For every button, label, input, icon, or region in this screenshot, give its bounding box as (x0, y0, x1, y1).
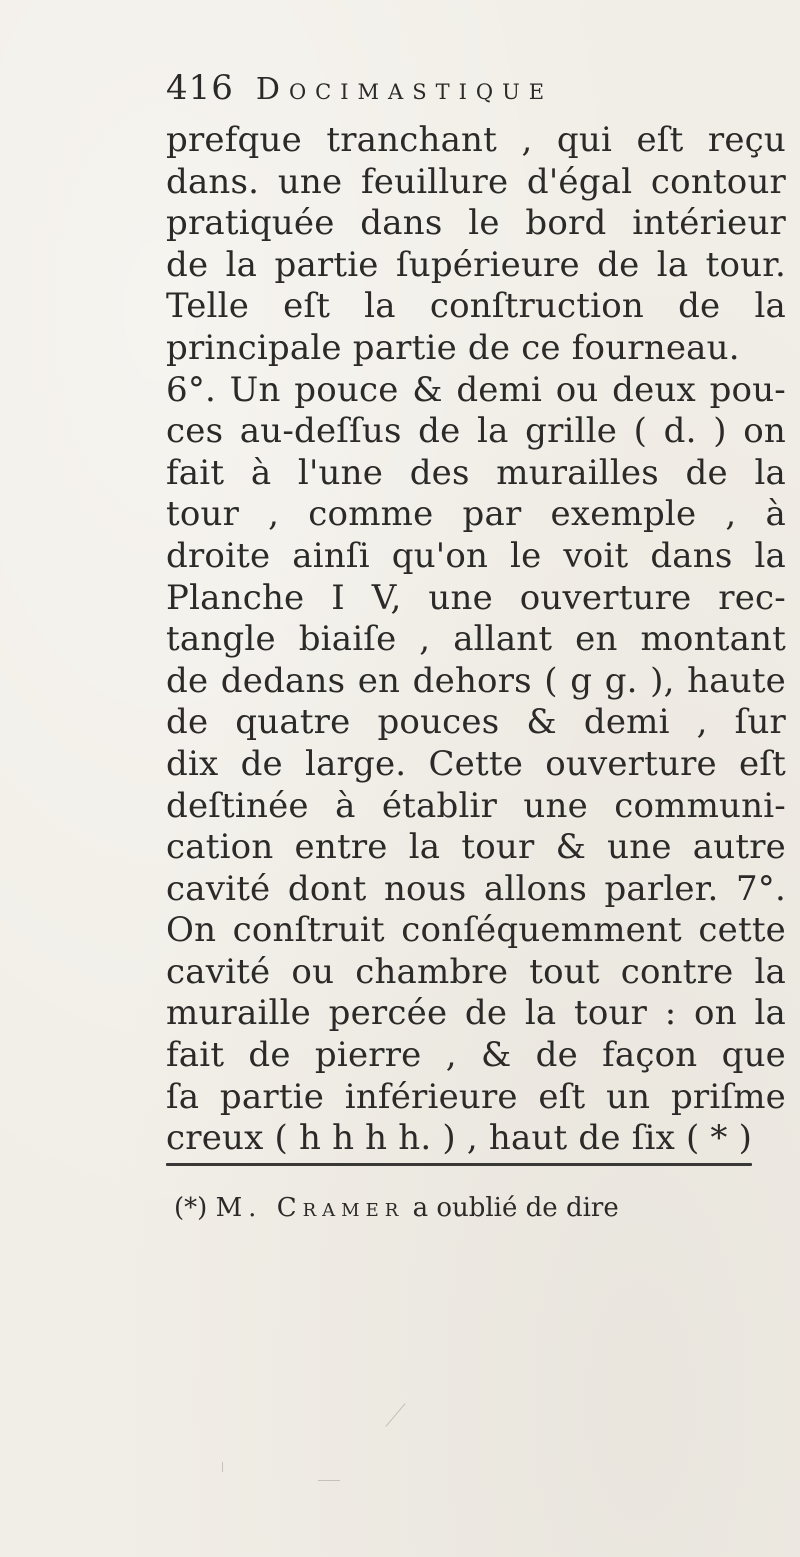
text-line: fait de pierre , & de façon que (166, 1035, 786, 1076)
footnote-text: a oublié de dire (412, 1193, 619, 1223)
page-header (166, 68, 776, 118)
text-line: cation entre la tour & une autre (166, 827, 786, 868)
footnote-marker: (*) (174, 1193, 208, 1223)
text-line: prefque tranchant , qui eſt reçu (166, 120, 786, 160)
text-line: ces au-deſſus de la grille ( d. ) on (166, 411, 786, 452)
text-line: cavité dont nous allons parler. 7°. (166, 868, 786, 909)
body-text (166, 120, 786, 1160)
text-line: dix de large. Cette ouverture eſt (166, 743, 786, 784)
running-title: Docimastique (255, 72, 554, 107)
text-line: fait à l'une des murailles de la (166, 452, 786, 493)
text-line: Telle eſt la conſtruction de la (166, 286, 786, 327)
text-line: principale partie de ce fourneau. (166, 327, 740, 368)
paper-blemish (222, 1462, 223, 1472)
text-line: de quatre pouces & demi , ſur (166, 702, 786, 743)
text-line: pratiquée dans le bord intérieur (166, 203, 786, 244)
text-line: deſtinée à établir une communi- (166, 785, 786, 826)
text-line: cavité ou chambre tout contre la (166, 951, 786, 992)
text-line: On conſtruit conſéquemment cette (166, 910, 786, 951)
text-line: tour , comme par exemple , à (166, 494, 786, 535)
paper-blemish (318, 1480, 340, 1481)
text-line: droite ainſi qu'on le voit dans la (166, 535, 786, 576)
page-number: 416 (166, 68, 234, 108)
text-line: 6°. Un pouce & demi ou deux pou- (166, 369, 786, 410)
footnote (174, 1188, 774, 1228)
text-line: tangle biaiſe , allant en montant (166, 619, 786, 660)
text-line: dans. une feuillure d'égal contour (166, 161, 786, 202)
text-line: ſa partie inférieure eſt un priſme (166, 1076, 786, 1117)
footnote-author-name: M. Cramer (215, 1193, 405, 1223)
text-line: de dedans en dehors ( g g. ), haute (166, 660, 786, 701)
text-line: de la partie ſupérieure de la tour. (166, 244, 786, 285)
footnote-rule (166, 1163, 752, 1166)
text-line: creux ( h h h h. ) , haut de ſix ( * ) (166, 1118, 753, 1159)
text-line: muraille percée de la tour : on la (166, 993, 786, 1034)
text-line: Planche I V, une ouverture rec- (166, 577, 786, 618)
paper-blemish (385, 1403, 405, 1427)
